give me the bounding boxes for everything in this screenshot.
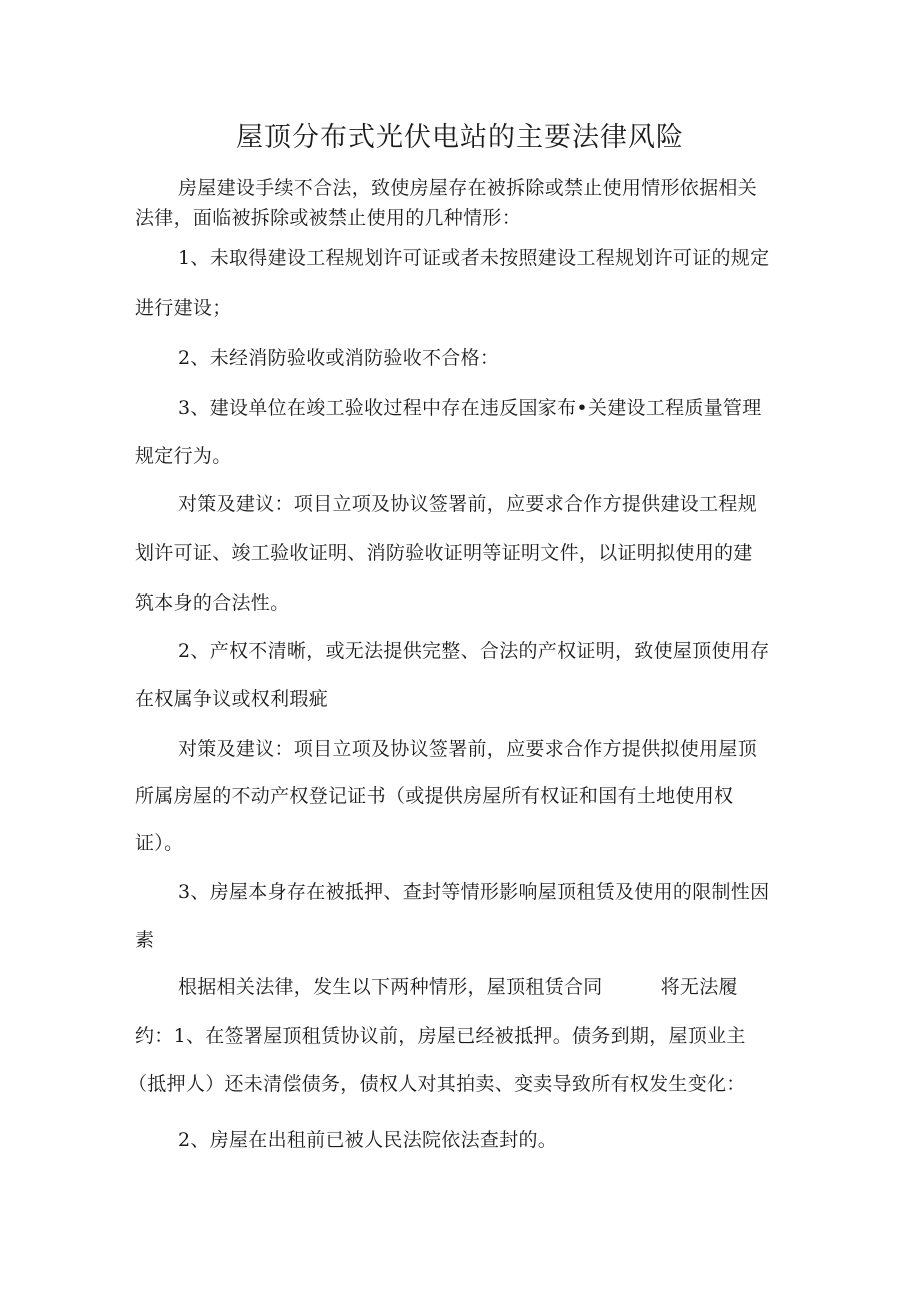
document-title: 屋顶分布式光伏电站的主要法律风险 <box>236 122 684 153</box>
paragraph-line: 3、房屋本身存在被抵押、查封等情形影响屋顶租赁及使用的限制性因 <box>178 881 770 903</box>
paragraph-line: 对策及建议：项目立项及协议签署前，应要求合作方提供建设工程规 <box>178 493 758 515</box>
paragraph-line: 在权属争议或权利瑕疵 <box>135 688 329 710</box>
paragraph-line: 筑本身的合法性。 <box>135 592 290 614</box>
paragraph-line: 法律，面临被拆除或被禁止使用的几种情形： <box>135 207 522 229</box>
paragraph-line: 1、未取得建设工程规划许可证或者未按照建设工程规划许可证的规定 <box>178 247 770 269</box>
paragraph-line: 约：1、在签署屋顶租赁协议前，房屋已经被抵押。债务到期，屋顶业主 <box>135 1025 746 1047</box>
paragraph-line: 划许可证、竣工验收证明、消防验收证明等证明文件，以证明拟使用的建 <box>135 542 753 564</box>
paragraph-line <box>178 972 738 1002</box>
paragraph-line: 房屋建设手续不合法，致使房屋存在被拆除或禁止使用情形依据相关 <box>178 177 758 199</box>
paragraph-line: （抵押人）还未清偿债务，债权人对其拍卖、变卖导致所有权发生变化： <box>128 1073 746 1095</box>
paragraph-line: 规定行为。 <box>135 445 232 467</box>
paragraph-line: 素 <box>135 929 155 951</box>
paragraph-line: 2、未经消防验收或消防验收不合格： <box>178 347 500 369</box>
paragraph-line: 2、产权不清晰，或无法提供完整、合法的产权证明，致使屋顶使用存 <box>178 640 770 662</box>
paragraph-line: 证）。 <box>135 832 184 854</box>
paragraph-line: 2、房屋在出租前已被人民法院依法查封的。 <box>178 1129 558 1151</box>
paragraph-line: 进行建设； <box>135 297 232 319</box>
paragraph-line: 3、建设单位在竣工验收过程中存在违反国家布•关建设工程质量管理 <box>178 397 762 419</box>
paragraph-line: 对策及建议：项目立项及协议签署前，应要求合作方提供拟使用屋顶 <box>178 738 758 760</box>
paragraph-line: 所属房屋的不动产权登记证书（或提供房屋所有权证和国有土地使用权 <box>135 785 734 807</box>
paragraph-text: 根据相关法律，发生以下两种情形，屋顶租赁合同 <box>178 976 603 998</box>
paragraph-text: 将无法履 <box>660 976 738 998</box>
